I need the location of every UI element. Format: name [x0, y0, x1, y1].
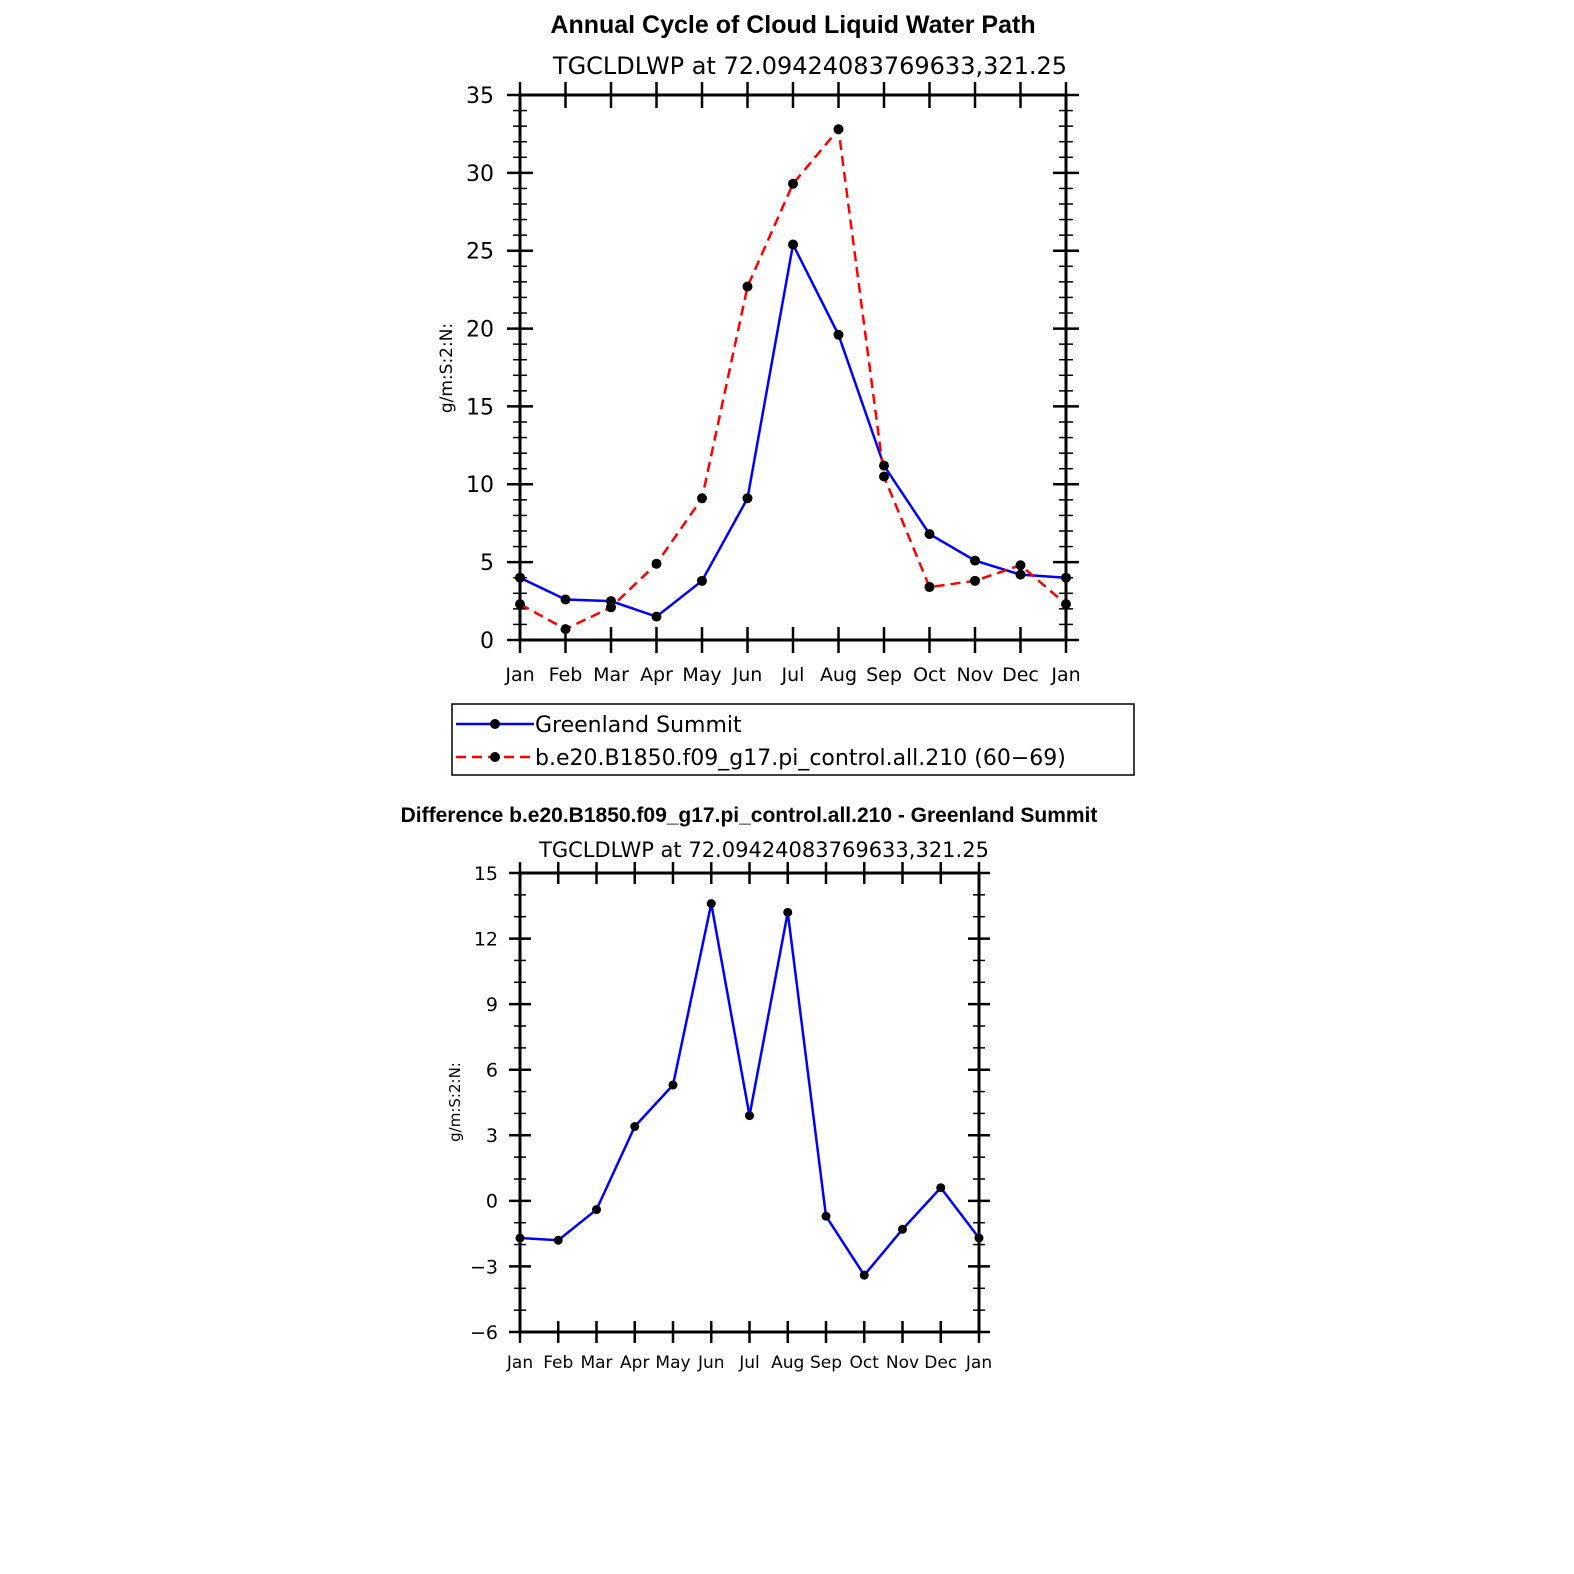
chart1-y-tick-label: 25 [466, 239, 494, 265]
chart2-x-tick-label: Feb [543, 1353, 574, 1373]
chart2-series-1-point [860, 1271, 869, 1280]
chart2-x-tick-label: May [655, 1353, 691, 1373]
chart2-title: Difference b.e20.B1850.f09_g17.pi_control.all.210 - Greenland Summit [400, 804, 1098, 827]
chart1-series-2-point [652, 559, 662, 569]
chart1-x-tick-label: Jun [732, 664, 763, 686]
chart1-y-tick-label: 0 [480, 628, 494, 654]
chart2-x-tick-label: Aug [771, 1353, 805, 1373]
chart1-series-2-point [561, 624, 571, 634]
chart1-series-1-point [561, 595, 571, 605]
chart1-x-tick-label: Jan [1051, 664, 1081, 686]
chart1-series-1-point [970, 556, 980, 566]
chart1-series-1-point [697, 576, 707, 586]
chart2-x-tick-label: Jan [506, 1353, 534, 1373]
chart1-x-tick-label: Jan [505, 664, 535, 686]
chart1-plot-frame [520, 95, 1066, 640]
chart1-series-1-point [834, 330, 844, 340]
legend-label-model: b.e20.B1850.f09_g17.pi_control.all.210 (60−69) [535, 746, 1066, 771]
chart2-series-1-point [669, 1081, 678, 1090]
chart2-x-tick-label: Jan [965, 1353, 993, 1373]
chart2-y-tick-label: −6 [469, 1321, 498, 1344]
chart2-series-1-point [592, 1205, 601, 1214]
chart2-y-tick-label: 6 [485, 1059, 498, 1082]
chart2-x-tick-label: Dec [924, 1353, 958, 1373]
chart2-x-tick-label: Apr [620, 1353, 650, 1373]
chart2-x-tick-label: Jul [739, 1353, 760, 1373]
chart2-series-1-point [822, 1212, 831, 1221]
chart1-legend [452, 704, 1134, 775]
chart1-series-1-point [515, 573, 525, 583]
legend-marker-model [490, 752, 500, 762]
chart2-series-1-point [707, 899, 716, 908]
chart2-y-tick-label: 0 [485, 1190, 498, 1213]
chart1-x-tick-label: Mar [593, 664, 629, 686]
chart1-series-1-point [1016, 570, 1026, 580]
chart1-series-2-line [520, 129, 1066, 629]
chart2-series-1-point [630, 1122, 639, 1131]
chart2-y-tick-label: 12 [473, 928, 498, 951]
chart2-y-tick-label: 9 [485, 993, 498, 1016]
chart1-series-2-point [834, 124, 844, 134]
chart1-x-tick-label: Dec [1002, 664, 1039, 686]
chart1-x-tick-label: Oct [913, 664, 946, 686]
chart1-series-1-point [788, 239, 798, 249]
chart1-x-tick-label: Apr [640, 664, 673, 686]
chart1-x-tick-label: May [682, 664, 722, 686]
chart2-series-1-point [783, 908, 792, 917]
chart2-plot [470, 862, 992, 1373]
chart1-series-1-point [925, 529, 935, 539]
chart1-series-1-point [652, 612, 662, 622]
chart1-series-2-point [743, 282, 753, 292]
legend-label-greenland: Greenland Summit [535, 713, 742, 738]
chart2-series-1-point [898, 1225, 907, 1234]
chart1-y-tick-label: 10 [466, 473, 494, 499]
chart1-series-2-point [515, 599, 525, 609]
chart1-y-axis-label: g/m:S:2:N: [437, 322, 457, 414]
chart2-series-1-point [745, 1111, 754, 1120]
chart2-series-1-line [520, 904, 979, 1276]
chart2-x-tick-label: Sep [809, 1353, 843, 1373]
chart1-y-tick-label: 5 [480, 551, 494, 577]
chart2-series-1-point [554, 1236, 563, 1245]
chart1-series-2-point [1016, 560, 1026, 570]
chart1-plot [466, 82, 1081, 686]
chart2-x-tick-label: Nov [885, 1353, 920, 1373]
chart1-x-tick-label: Sep [866, 664, 902, 686]
chart2-x-tick-label: Oct [849, 1353, 879, 1373]
chart1-x-tick-label: Nov [956, 664, 994, 686]
chart1-series-1-line [520, 244, 1066, 616]
chart1-series-1-point [1061, 573, 1071, 583]
chart1-x-tick-label: Feb [548, 664, 583, 686]
chart2-subtitle: TGCLDLWP at 72.09424083769633,321.25 [539, 838, 989, 862]
chart1-series-2-point [970, 576, 980, 586]
chart2-series-1-point [936, 1183, 945, 1192]
chart1-y-tick-label: 35 [466, 83, 494, 109]
chart2-y-tick-label: 15 [473, 862, 498, 885]
chart1-series-2-point [879, 472, 889, 482]
chart2-x-tick-label: Mar [580, 1353, 613, 1373]
chart1-series-2-point [606, 602, 616, 612]
chart1-y-tick-label: 15 [466, 395, 494, 421]
chart2-plot-frame [520, 873, 979, 1332]
chart2-series-1-point [516, 1234, 525, 1243]
legend-marker-greenland [490, 719, 500, 729]
chart1-series-1-point [743, 493, 753, 503]
chart1-y-tick-label: 30 [466, 161, 494, 187]
chart1-x-tick-label: Jul [781, 664, 805, 686]
chart1-x-tick-label: Aug [819, 664, 858, 686]
chart1-subtitle: TGCLDLWP at 72.09424083769633,321.25 [552, 52, 1068, 80]
chart1-y-tick-label: 20 [466, 317, 494, 343]
chart1-title: Annual Cycle of Cloud Liquid Water Path [550, 11, 1036, 39]
chart2-y-axis-label: g/m:S:2:N: [446, 1062, 464, 1142]
chart1-series-1-point [879, 461, 889, 471]
chart2-y-tick-label: 3 [485, 1125, 498, 1148]
chart1-series-2-point [788, 179, 798, 189]
chart2-y-tick-label: −3 [469, 1256, 498, 1279]
chart1-series-2-point [1061, 599, 1071, 609]
chart1-series-2-point [697, 493, 707, 503]
chart2-series-1-point [975, 1234, 984, 1243]
chart2-x-tick-label: Jun [697, 1353, 725, 1373]
chart1-series-2-point [925, 582, 935, 592]
